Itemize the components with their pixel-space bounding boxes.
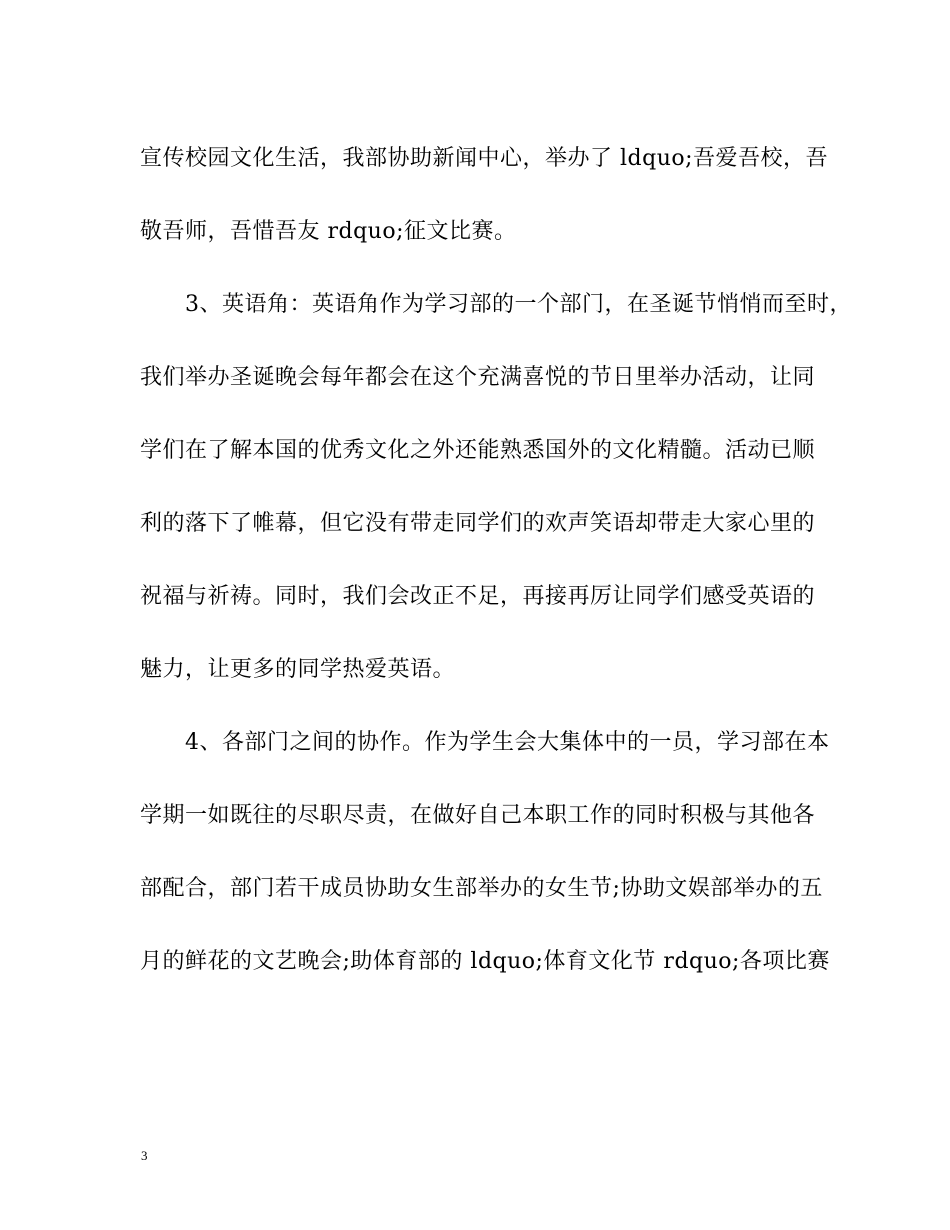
text-line: 魅力，让更多的同学热爱英语。	[140, 657, 456, 682]
text-line: 3、英语角：英语角作为学习部的一个部门，在圣诞节悄悄而至时，	[140, 292, 852, 317]
text-line: 4、各部门之间的协作。作为学生会大集体中的一员，学习部在本	[140, 730, 830, 755]
text-line: 宣传校园文化生活，我部协助新闻中心，举办了 ldquo;吾爱吾校，吾	[140, 146, 829, 171]
page-number: 3	[141, 1148, 148, 1163]
text-line: 利的落下了帷幕，但它没有带走同学们的欢声笑语却带走大家心里的	[140, 511, 816, 536]
text-line: 我们举办圣诞晚会每年都会在这个充满喜悦的节日里举办活动，让同	[140, 365, 816, 390]
text-line: 学期一如既往的尽职尽责，在做好自己本职工作的同时积极与其他各	[140, 803, 816, 828]
text-line: 敬吾师，吾惜吾友 rdquo;征文比赛。	[140, 219, 517, 244]
text-line: 祝福与祈祷。同时，我们会改正不足，再接再厉让同学们感受英语的	[140, 584, 816, 609]
text-line: 学们在了解本国的优秀文化之外还能熟悉国外的文化精髓。活动已顺	[140, 438, 816, 463]
text-line: 部配合，部门若干成员协助女生部举办的女生节;协助文娱部举办的五	[140, 876, 823, 901]
text-line: 月的鲜花的文艺晚会;助体育部的 ldquo;体育文化节 rdquo;各项比赛	[140, 949, 830, 974]
